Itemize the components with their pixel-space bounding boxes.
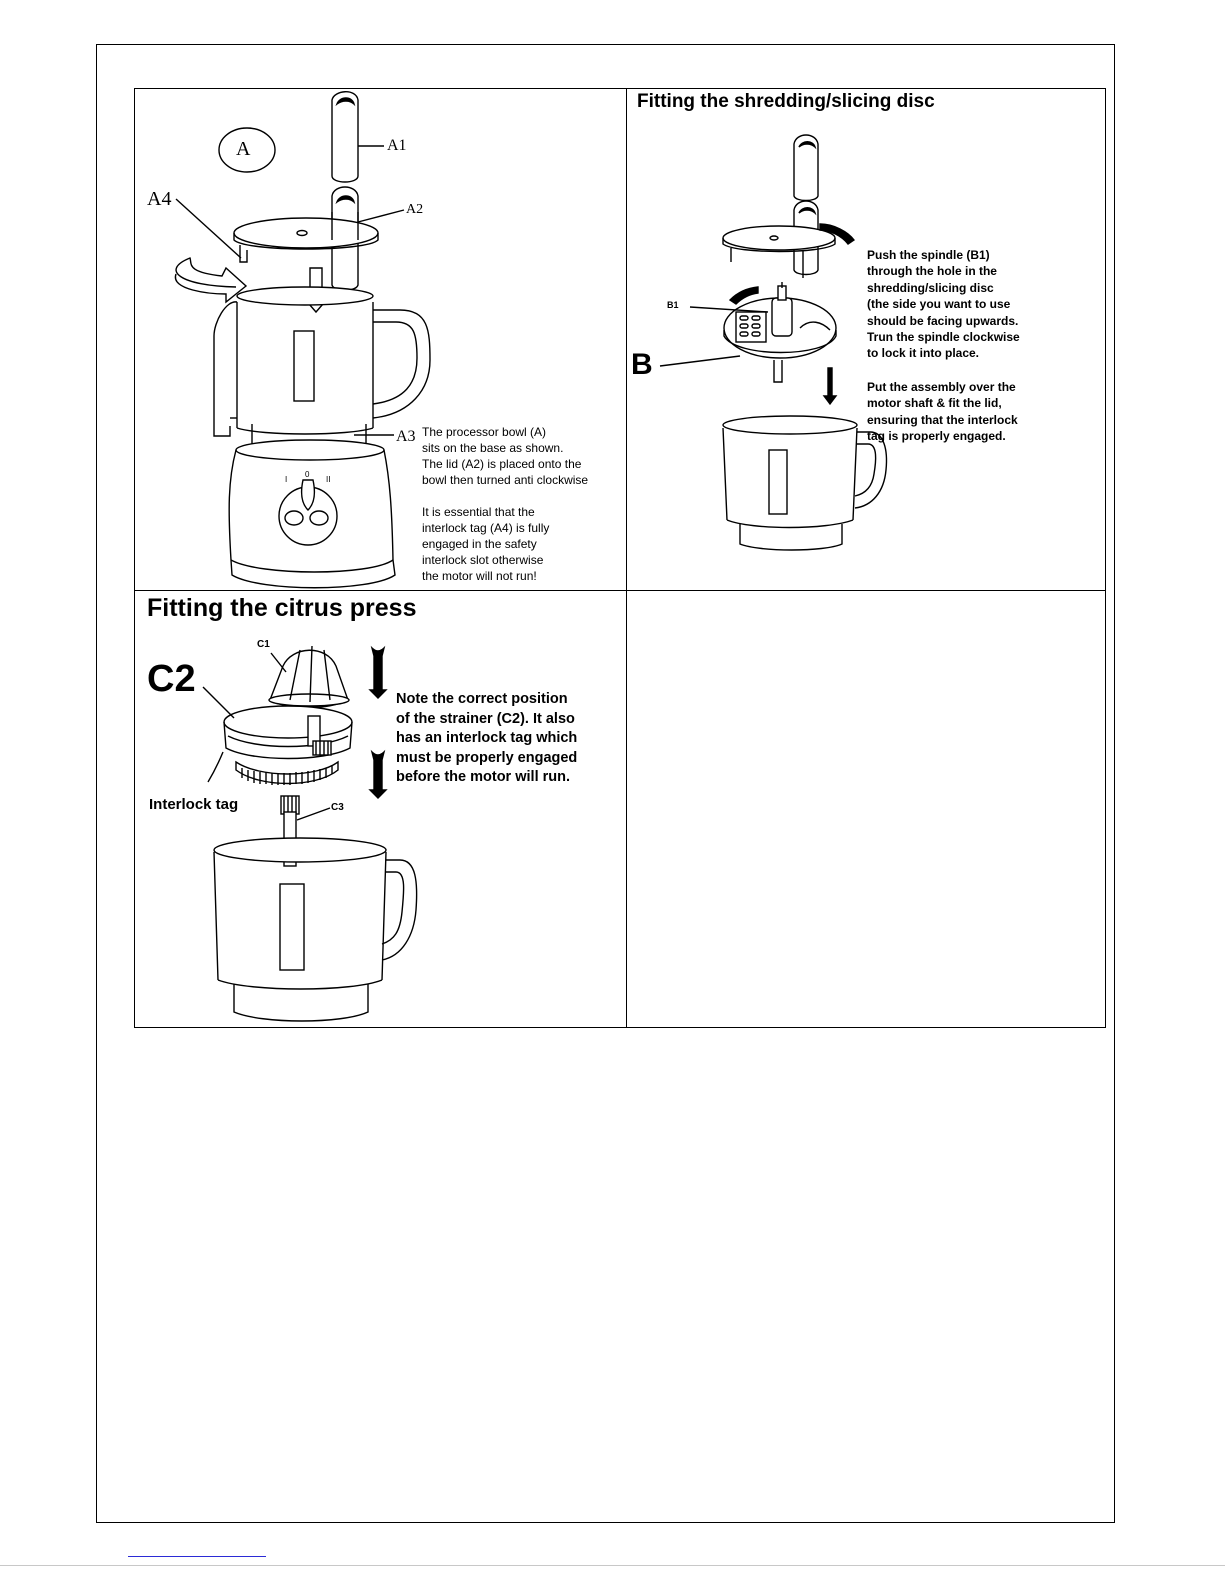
badge-a-label: A bbox=[236, 138, 251, 160]
control-mark-right: II bbox=[326, 475, 331, 484]
panel-c-title: Fitting the citrus press bbox=[147, 594, 417, 622]
assembly-line: motor shaft & fit the lid, bbox=[867, 396, 1002, 411]
note-line: of the strainer (C2). It also bbox=[396, 710, 575, 727]
warning-line: engaged in the safety bbox=[422, 537, 537, 551]
label-a2: A2 bbox=[406, 202, 424, 217]
description-line: sits on the base as shown. bbox=[422, 441, 564, 455]
warning-line: the motor will not run! bbox=[422, 569, 537, 583]
lid-a2-drawing bbox=[234, 187, 378, 290]
note-line: must be properly engaged bbox=[396, 749, 578, 766]
instruction-line: shredding/slicing disc bbox=[867, 280, 994, 295]
label-b: B bbox=[631, 348, 653, 381]
down-arrow-c1-icon bbox=[370, 648, 386, 698]
pusher-a1-drawing bbox=[332, 92, 358, 182]
label-a4: A4 bbox=[147, 188, 172, 210]
warning-line: interlock tag (A4) is fully bbox=[422, 521, 550, 535]
control-mark-center: 0 bbox=[305, 470, 310, 479]
instruction-line: (the side you want to use bbox=[867, 297, 1011, 312]
strainer-c2-drawing bbox=[224, 706, 352, 785]
label-c1: C1 bbox=[257, 639, 270, 650]
bowl-c-drawing bbox=[214, 838, 417, 1021]
instruction-line: Push the spindle (B1) bbox=[867, 248, 990, 262]
cone-c1-drawing bbox=[269, 646, 349, 708]
note-line: before the motor will run. bbox=[396, 769, 571, 785]
panel-b-title: Fitting the shredding/slicing disc bbox=[637, 91, 935, 112]
panel-a-warning bbox=[422, 504, 622, 584]
instruction-line: should be facing upwards. bbox=[867, 313, 1019, 328]
description-line: The processor bowl (A) bbox=[422, 425, 547, 439]
label-interlock-tag: Interlock tag bbox=[149, 796, 239, 813]
down-arrow-c2-icon bbox=[370, 752, 386, 798]
description-line: The lid (A2) is placed onto the bbox=[422, 457, 582, 471]
lid-b-drawing bbox=[723, 201, 835, 278]
assembly-line: tag is properly engaged. bbox=[867, 429, 1006, 444]
bowl-a-drawing bbox=[214, 287, 430, 436]
panel-b-assembly bbox=[867, 379, 1097, 445]
motor-base-drawing bbox=[229, 440, 395, 588]
label-b1: B1 bbox=[667, 300, 679, 310]
footer-rule bbox=[0, 1565, 1225, 1566]
note-line: has an interlock tag which bbox=[396, 730, 578, 746]
down-arrow-b-icon bbox=[824, 368, 836, 404]
bowl-b-drawing bbox=[723, 416, 886, 550]
assembly-line: Put the assembly over the bbox=[867, 380, 1016, 394]
panel-c-note bbox=[396, 690, 621, 788]
label-c2: C2 bbox=[147, 658, 196, 700]
instruction-line: to lock it into place. bbox=[867, 346, 980, 361]
warning-line: interlock slot otherwise bbox=[422, 553, 544, 567]
rotate-arrow-icon bbox=[175, 258, 246, 302]
warning-line: It is essential that the bbox=[422, 505, 535, 519]
pusher-b-drawing bbox=[794, 135, 818, 201]
footer-link-underline[interactable] bbox=[128, 1556, 266, 1557]
description-line: bowl then turned anti clockwise bbox=[422, 473, 589, 487]
assembly-line: ensuring that the interlock bbox=[867, 412, 1018, 427]
label-c3: C3 bbox=[331, 802, 344, 813]
panel-a-description bbox=[422, 424, 622, 488]
label-a1: A1 bbox=[387, 137, 407, 154]
instruction-line: through the hole in the bbox=[867, 264, 997, 279]
instruction-line: Trun the spindle clockwise bbox=[867, 330, 1020, 345]
control-mark-left: I bbox=[285, 475, 288, 484]
panel-b-instructions bbox=[867, 247, 1097, 362]
note-line: Note the correct position bbox=[396, 691, 568, 707]
label-a3: A3 bbox=[396, 428, 416, 445]
